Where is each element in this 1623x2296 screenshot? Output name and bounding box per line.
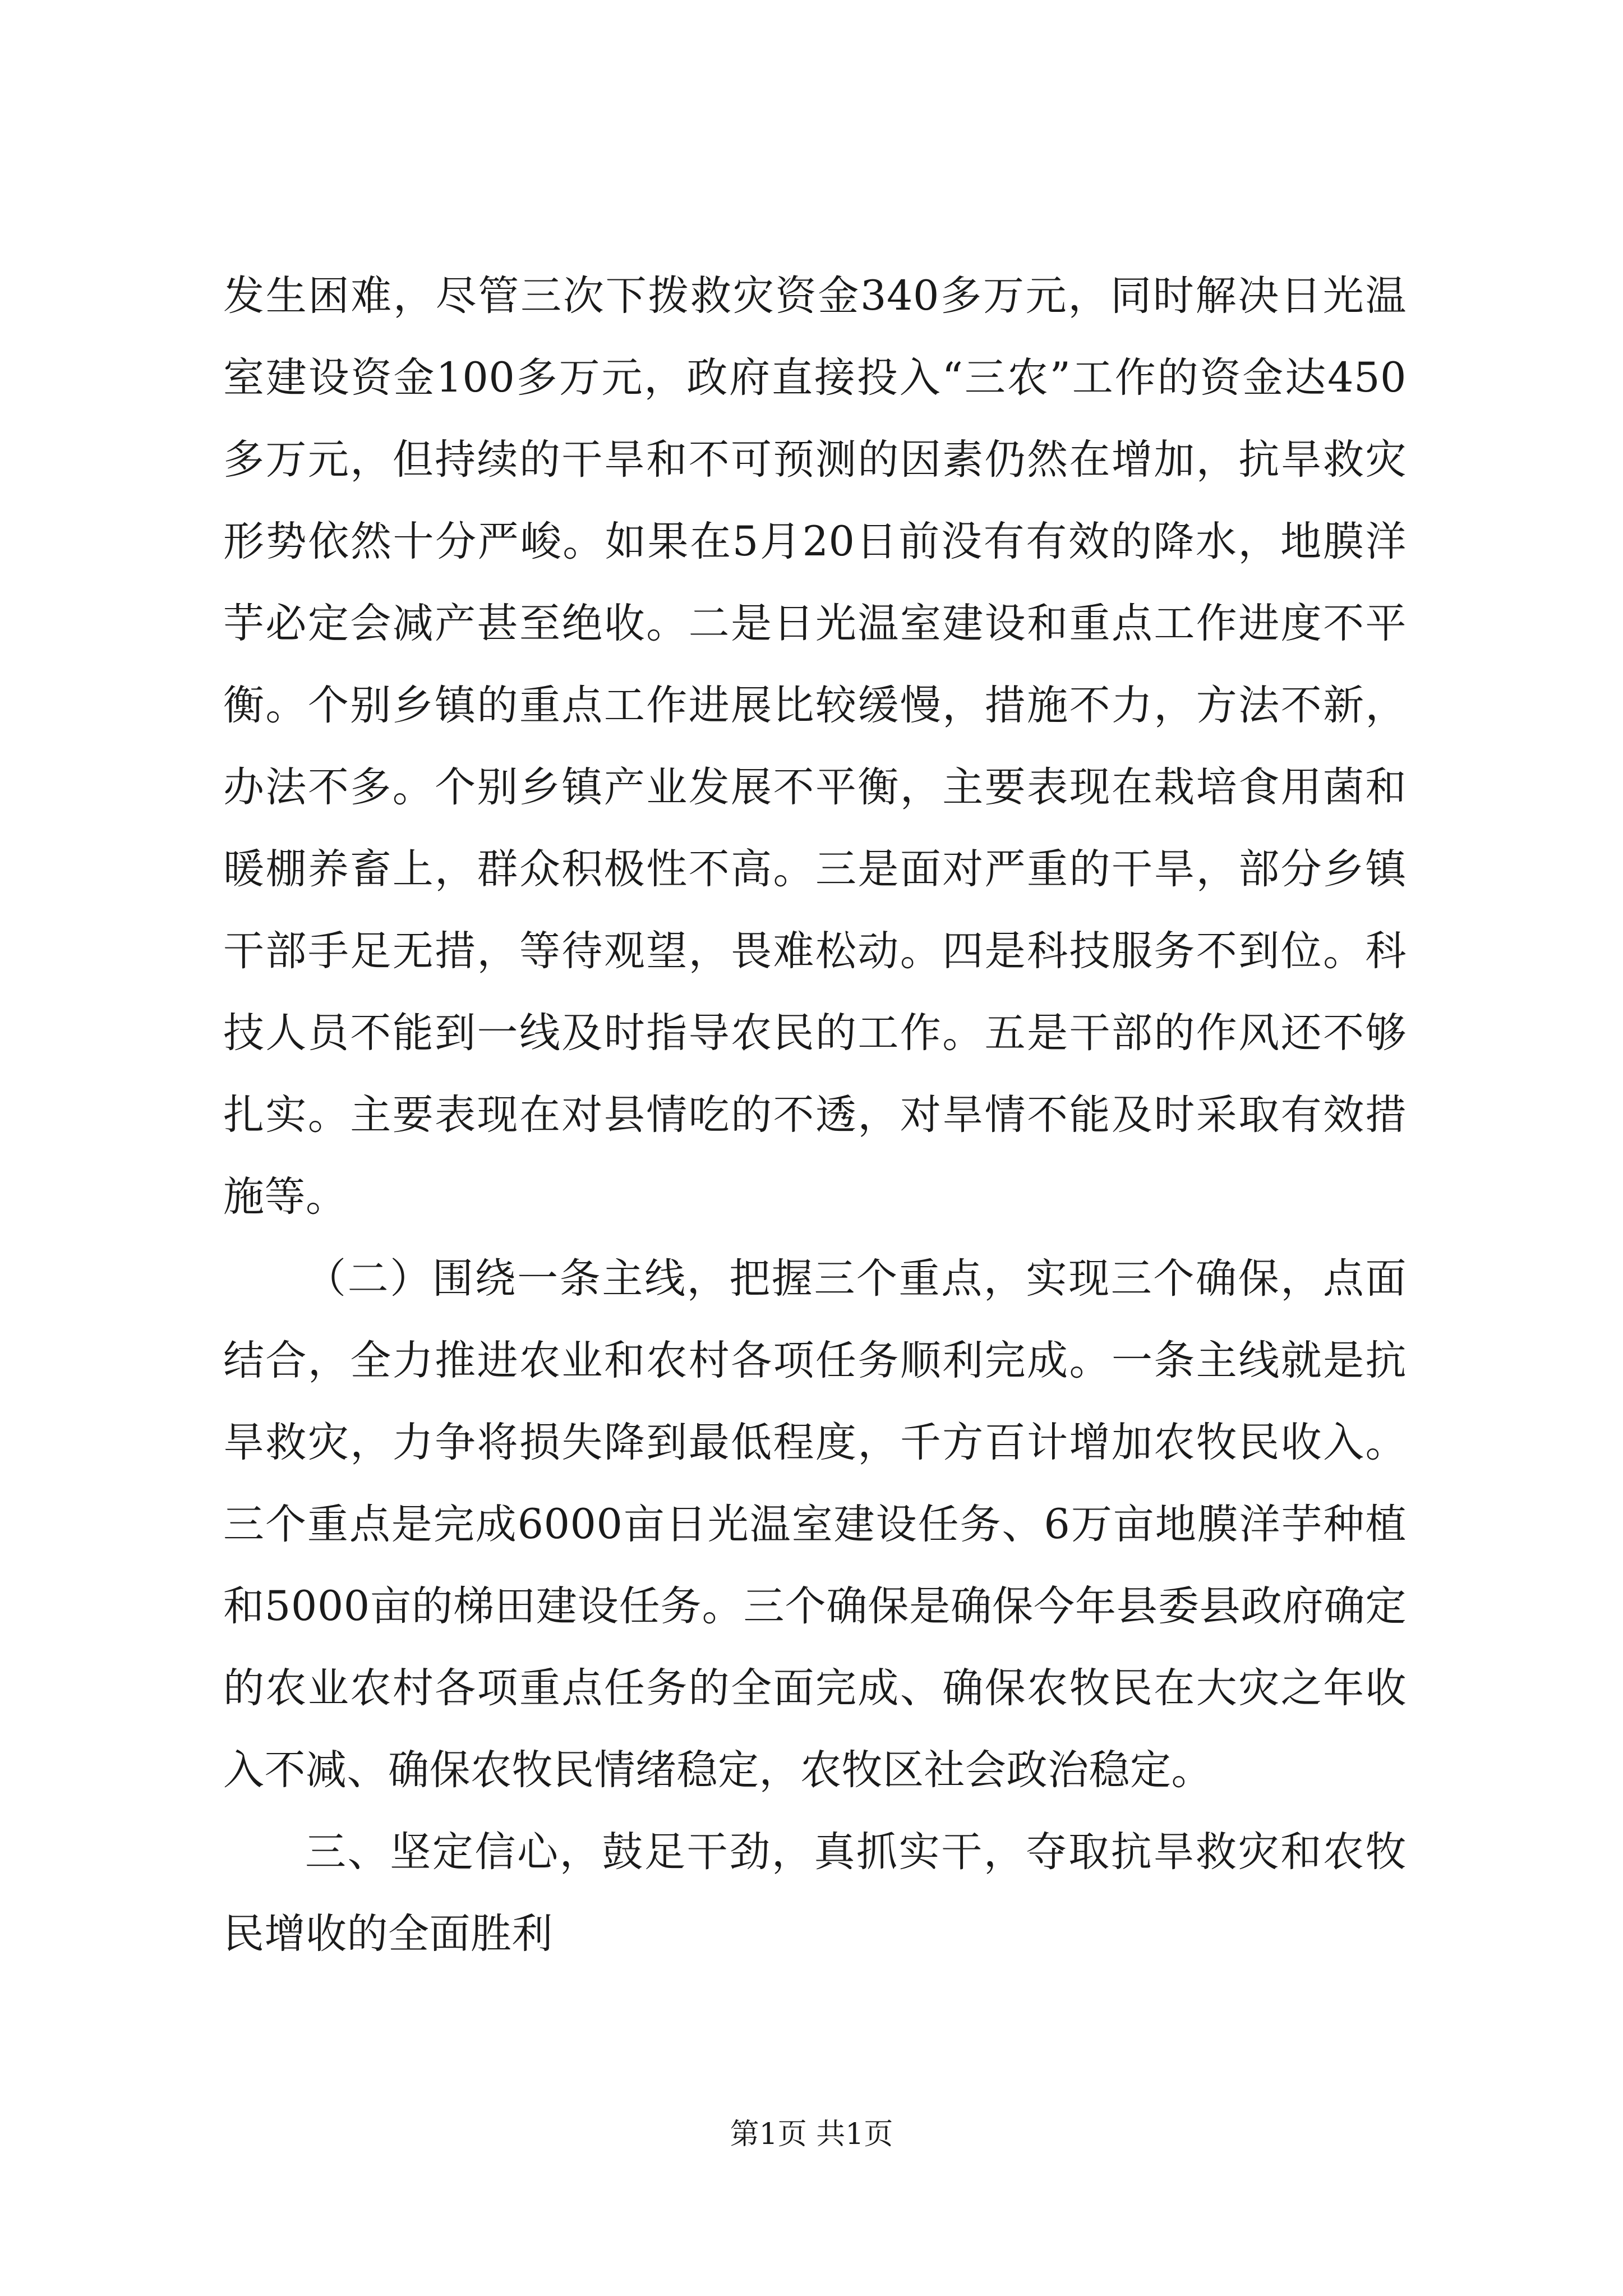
paragraph-section-two: （二）围绕一条主线，把握三个重点，实现三个确保，点面结合，全力推进农业和农村各项任务顺利完成。一条主线就是抗旱救灾，力争将损失降到最低程度，千方百计增加农牧民收入。三个重点是完成6000亩日光温室建设任务、6万亩地膜洋芋种植和5000亩的梯田建设任务。三个确保是确保今年县委县政府确定的农业农村各项重点任务的全面完成、确保农牧民在大灾之年收入不减、确保农牧民情绪稳定，农牧区社会政治稳定。: [223, 1255, 1407, 1794]
page-footer: 第1页 共1页: [730, 2118, 893, 2151]
document-body: [223, 255, 1407, 1975]
paragraph-continuation: 发生困难，尽管三次下拨救灾资金340多万元，同时解决日光温室建设资金100多万元，政府直接投入“三农”工作的资金达450多万元，但持续的干旱和不可预测的因素仍然在增加，抗旱救灾形势依然十分严峻。如果在5月20日前没有有效的降水，地膜洋芋必定会减产甚至绝收。二是日光温室建设和重点工作进度不平衡。个别乡镇的重点工作进展比较缓慢，措施不力，方法不新，办法不多。个别乡镇产业发展不平衡，主要表现在栽培食用菌和暖棚养畜上，群众积极性不高。三是面对严重的干旱，部分乡镇干部手足无措，等待观望，畏难松动。四是科技服务不到位。科技人员不能到一线及时指导农民的工作。五是干部的作风还不够扎实。主要表现在对县情吃的不透，对旱情不能及时采取有效措施等。: [223, 272, 1407, 1221]
section-heading-three: 三、坚定信心，鼓足干劲，真抓实干，夺取抗旱救灾和农牧民增收的全面胜利: [223, 1828, 1407, 1958]
